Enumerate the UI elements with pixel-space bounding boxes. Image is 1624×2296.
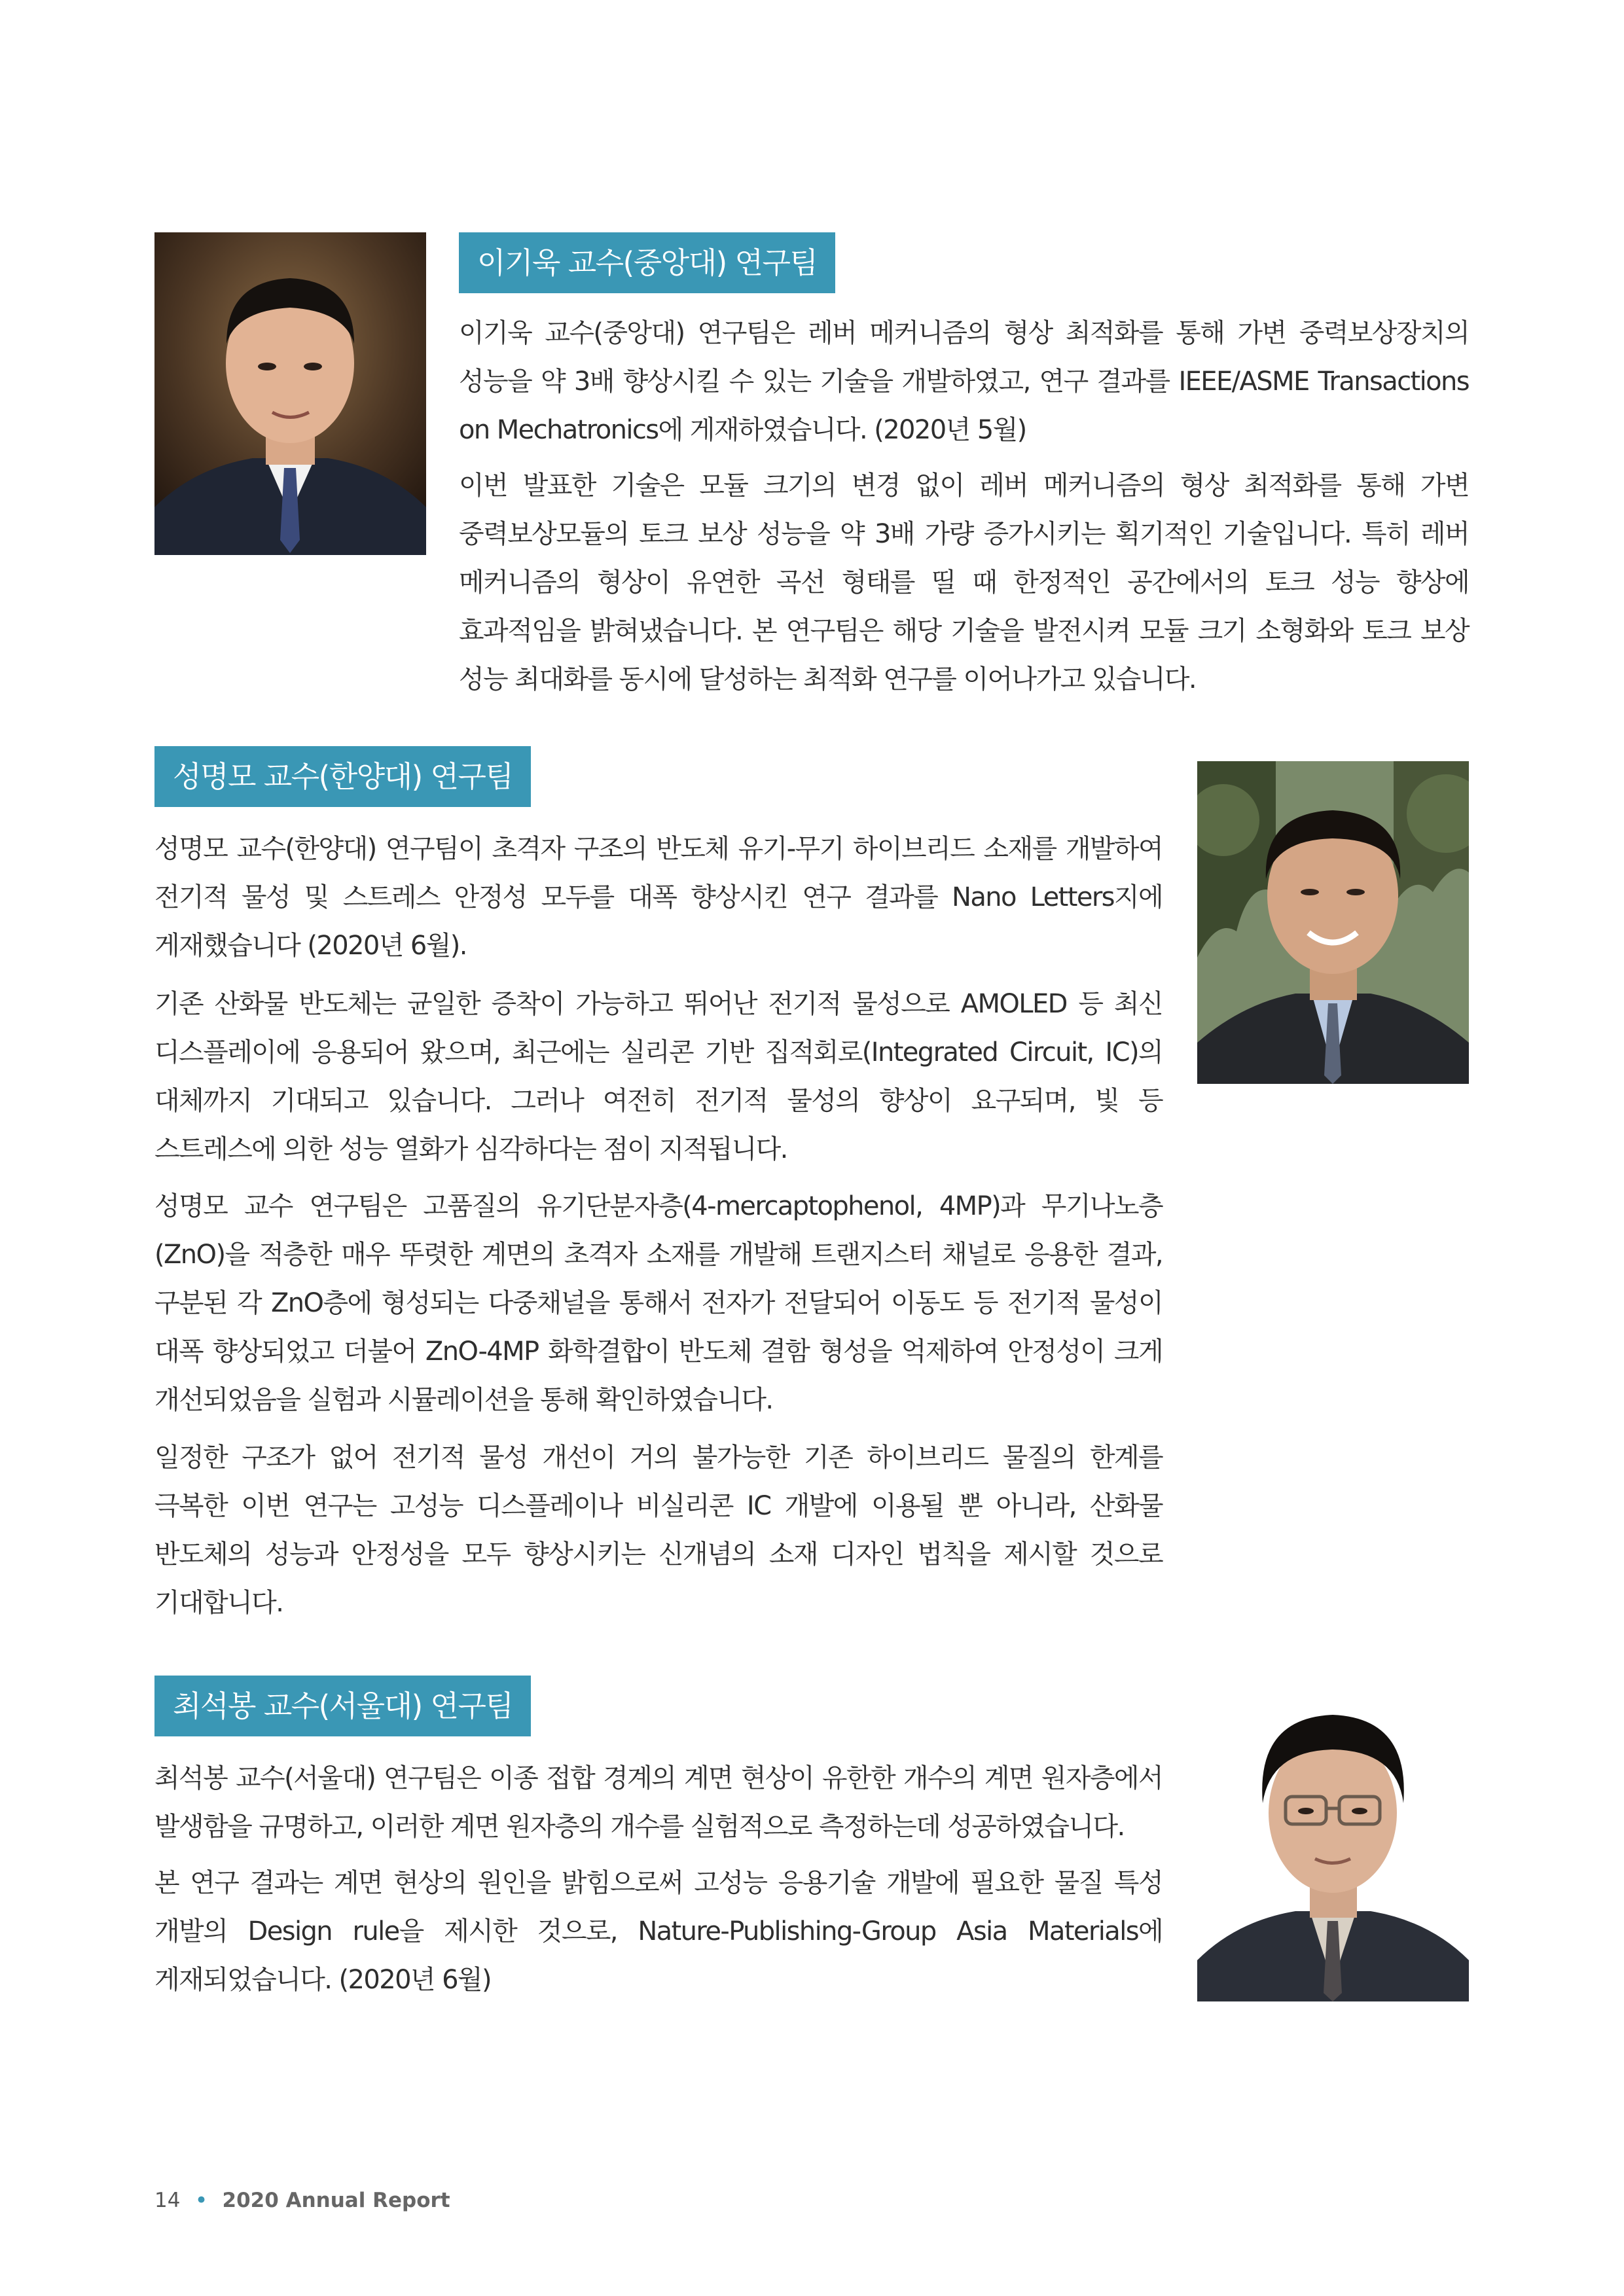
portrait-photo-choi bbox=[1197, 1679, 1469, 2001]
paragraph: 일정한 구조가 없어 전기적 물성 개선이 거의 불가능한 기존 하이브리드 물질의 한계를 극복한 이번 연구는 고성능 디스플레이나 비실리콘 IC 개발에 이용될 뿐 아니라, 산화물 반도체의 성능과 안정성을 모두 향상시키는 신개념의 소재 디자인 법칙을 제시할 것으로 기대합니다. bbox=[154, 1443, 1163, 1618]
paragraph: 성명모 교수 연구팀은 고품질의 유기단분자층(4-mercaptophenol, 4MP)과 무기나노층(ZnO)을 적층한 매우 뚜렷한 계면의 초격자 소재를 개발해 트랜지스터 채널로 응용한 결과, 구분된 각 ZnO층에 형성되는 다중채널을 통해서 전자가 전달되어 이동도 등 전기적 물성이 대폭 향상되었고 더불어 ZnO-4MP 화학결합이 반도체 결함 형성을 억제하여 안정성이 크게 개선되었음을 실험과 시뮬레이션을 통해 확인하였습니다. bbox=[154, 1191, 1163, 1415]
report-title: 2020 Annual Report bbox=[222, 2189, 450, 2212]
paragraph: 본 연구 결과는 계면 현상의 원인을 밝힘으로써 고성능 응용기술 개발에 필요한 물질 특성 개발의 Design rule을 제시한 것으로, Nature-Publishing-Group Asia Materials에 게재되었습니다. (2020년 6월) bbox=[154, 1868, 1163, 1995]
paragraph: 이번 발표한 기술은 모듈 크기의 변경 없이 레버 메커니즘의 형상 최적화를 통해 가변 중력보상모듈의 토크 보상 성능을 약 3배 가량 증가시키는 획기적인 기술입니다. 특히 레버 메커니즘의 형상이 유연한 곡선 형태를 띨 때 한정적인 공간에서의 토크 성능 향상에 효과적임을 밝혀냈습니다. 본 연구팀은 해당 기술을 발전시켜 모듈 크기 소형화와 토크 보상 성능 최대화를 동시에 달성하는 최적화 연구를 이어나가고 있습니다. bbox=[459, 471, 1469, 694]
section-title-choi: 최석봉 교수(서울대) 연구팀 bbox=[154, 1676, 531, 1736]
portrait-photo-lee bbox=[154, 232, 426, 555]
paragraph: 성명모 교수(한양대) 연구팀이 초격자 구조의 반도체 유기-무기 하이브리드 소재를 개발하여 전기적 물성 및 스트레스 안정성 모두를 대폭 향상시킨 연구 결과를 Nano Letters지에 게재했습니다 (2020년 6월). bbox=[154, 834, 1163, 961]
page-footer bbox=[154, 2187, 450, 2214]
paragraph: 기존 산화물 반도체는 균일한 증착이 가능하고 뛰어난 전기적 물성으로 AMOLED 등 최신 디스플레이에 응용되어 왔으며, 최근에는 실리콘 기반 집적회로(Integrated Circuit, IC)의 대체까지 기대되고 있습니다. 그러나 여전히 전기적 물성의 향상이 요구되며, 빛 등 스트레스에 의한 성능 열화가 심각하다는 점이 지적됩니다. bbox=[154, 989, 1163, 1164]
footer-bullet: • bbox=[194, 2187, 208, 2214]
section-title-lee: 이기욱 교수(중앙대) 연구팀 bbox=[459, 232, 835, 293]
page-number: 14 bbox=[154, 2189, 181, 2212]
portrait-photo-sung bbox=[1197, 761, 1469, 1084]
paragraph: 최석봉 교수(서울대) 연구팀은 이종 접합 경계의 계면 현상이 유한한 개수의 계면 원자층에서 발생함을 규명하고, 이러한 계면 원자층의 개수를 실험적으로 측정하는데 성공하였습니다. bbox=[154, 1763, 1163, 1842]
paragraph: 이기욱 교수(중앙대) 연구팀은 레버 메커니즘의 형상 최적화를 통해 가변 중력보상장치의 성능을 약 3배 향상시킬 수 있는 기술을 개발하였고, 연구 결과를 IEEE/ASME Transactions on Mechatronics에 게재하였습니다. (2020년 5월) bbox=[459, 318, 1469, 445]
section-title-sung: 성명모 교수(한양대) 연구팀 bbox=[154, 746, 531, 807]
